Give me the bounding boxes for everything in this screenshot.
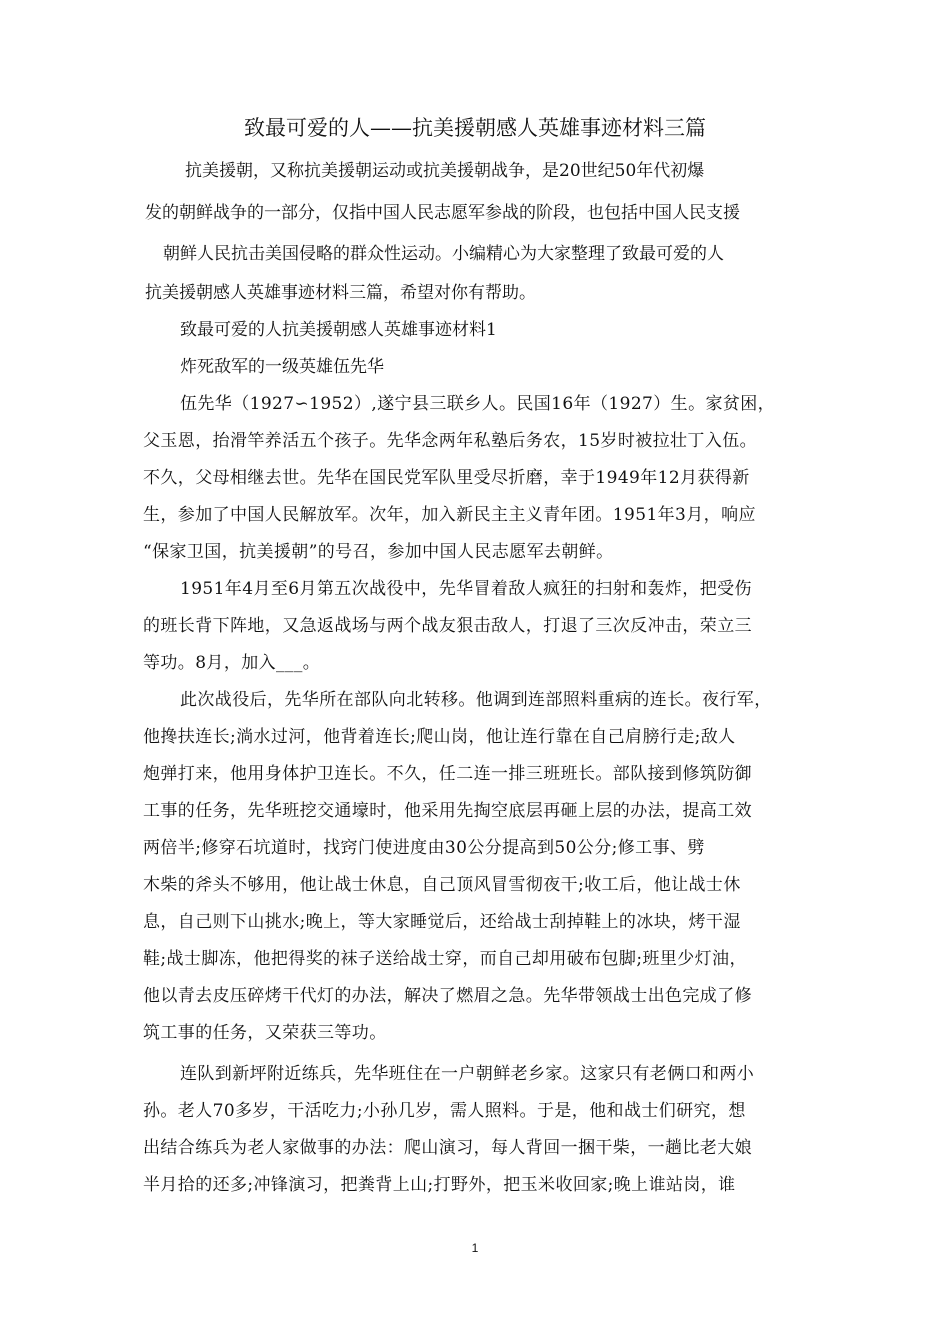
intro-line: 抗美援朝感人英雄事迹材料三篇，希望对你有帮助。 — [145, 283, 536, 303]
body-line: 工事的任务，先华班挖交通壕时，他采用先掏空底层再砸上层的办法，提高工效 — [143, 801, 752, 821]
body-line: 鞋;战士脚冻，他把得奖的袜子送给战士穿，而自己却用破布包脚;班里少灯油， — [143, 949, 747, 969]
body-line: 生，参加了中国人民解放军。次年，加入新民主主义青年团。1951年3月，响应 — [143, 505, 756, 525]
body-line: 他搀扶连长;淌水过河，他背着连长;爬山岗，他让连行靠在自己肩膀行走;敌人 — [143, 727, 736, 747]
body-line: 此次战役后，先华所在部队向北转移。他调到连部照料重病的连长。夜行军， — [180, 690, 772, 710]
body-line: 伍先华（1927∽1952）,遂宁县三联乡人。民国16年（1927）生。家贫困， — [180, 394, 776, 414]
body-line: 筑工事的任务，又荣获三等功。 — [143, 1023, 387, 1043]
body-line: “保家卫国，抗美援朝”的号召，参加中国人民志愿军去朝鲜。 — [143, 542, 614, 562]
body-line: 半月拾的还多;冲锋演习，把粪背上山;打野外，把玉米收回家;晚上谁站岗，谁 — [143, 1175, 736, 1195]
document-title: 致最可爱的人——抗美援朝感人英雄事迹材料三篇 — [244, 116, 706, 140]
body-line: 他以青去皮压碎烤干代灯的办法，解决了燃眉之急。先华带领战士出色完成了修 — [143, 986, 752, 1006]
intro-line: 朝鲜人民抗击美国侵略的群众性运动。小编精心为大家整理了致最可爱的人 — [163, 244, 724, 264]
page-number: 1 — [471, 1241, 479, 1255]
body-line: 等功。8月，加入___。 — [143, 653, 321, 673]
body-line: 木柴的斧头不够用，他让战士休息，自己顶风冒雪彻夜干;收工后，他让战士休 — [143, 875, 741, 895]
body-line: 孙。老人70多岁，干活吃力;小孙几岁，需人照料。于是，他和战士们研究，想 — [143, 1101, 746, 1121]
body-line: 两倍半;修穿石坑道时，找窍门使进度由30公分提高到50公分;修工事、劈 — [143, 838, 705, 858]
body-line: 的班长背下阵地，又急返战场与两个战友狠击敌人，打退了三次反冲击，荣立三 — [143, 616, 752, 636]
intro-line: 发的朝鲜战争的一部分，仅指中国人民志愿军参战的阶段，也包括中国人民支援 — [145, 203, 740, 223]
intro-line: 抗美援朝，又称抗美援朝运动或抗美援朝战争，是20世纪50年代初爆 — [185, 161, 705, 181]
hero-heading: 炸死敌军的一级英雄伍先华 — [180, 357, 384, 377]
body-line: 连队到新坪附近练兵，先华班住在一户朝鲜老乡家。这家只有老俩口和两小 — [180, 1064, 755, 1084]
body-line: 息，自己则下山挑水;晚上，等大家睡觉后，还给战士刮掉鞋上的冰块，烤干湿 — [143, 912, 741, 932]
body-line: 父玉恩，抬滑竿养活五个孩子。先华念两年私塾后务农，15岁时被拉壮丁入伍。 — [143, 431, 758, 451]
body-line: 不久，父母相继去世。先华在国民党军队里受尽折磨，幸于1949年12月获得新 — [143, 468, 750, 488]
body-line: 炮弹打来，他用身体护卫连长。不久，任二连一排三班班长。部队接到修筑防御 — [143, 764, 752, 784]
body-line: 1951年4月至6月第五次战役中，先华冒着敌人疯狂的扫射和轰炸，把受伤 — [180, 579, 752, 599]
body-line: 出结合练兵为老人家做事的办法：爬山演习，每人背回一捆干柴，一趟比老大娘 — [143, 1138, 752, 1158]
section-heading: 致最可爱的人抗美援朝感人英雄事迹材料1 — [180, 320, 497, 340]
